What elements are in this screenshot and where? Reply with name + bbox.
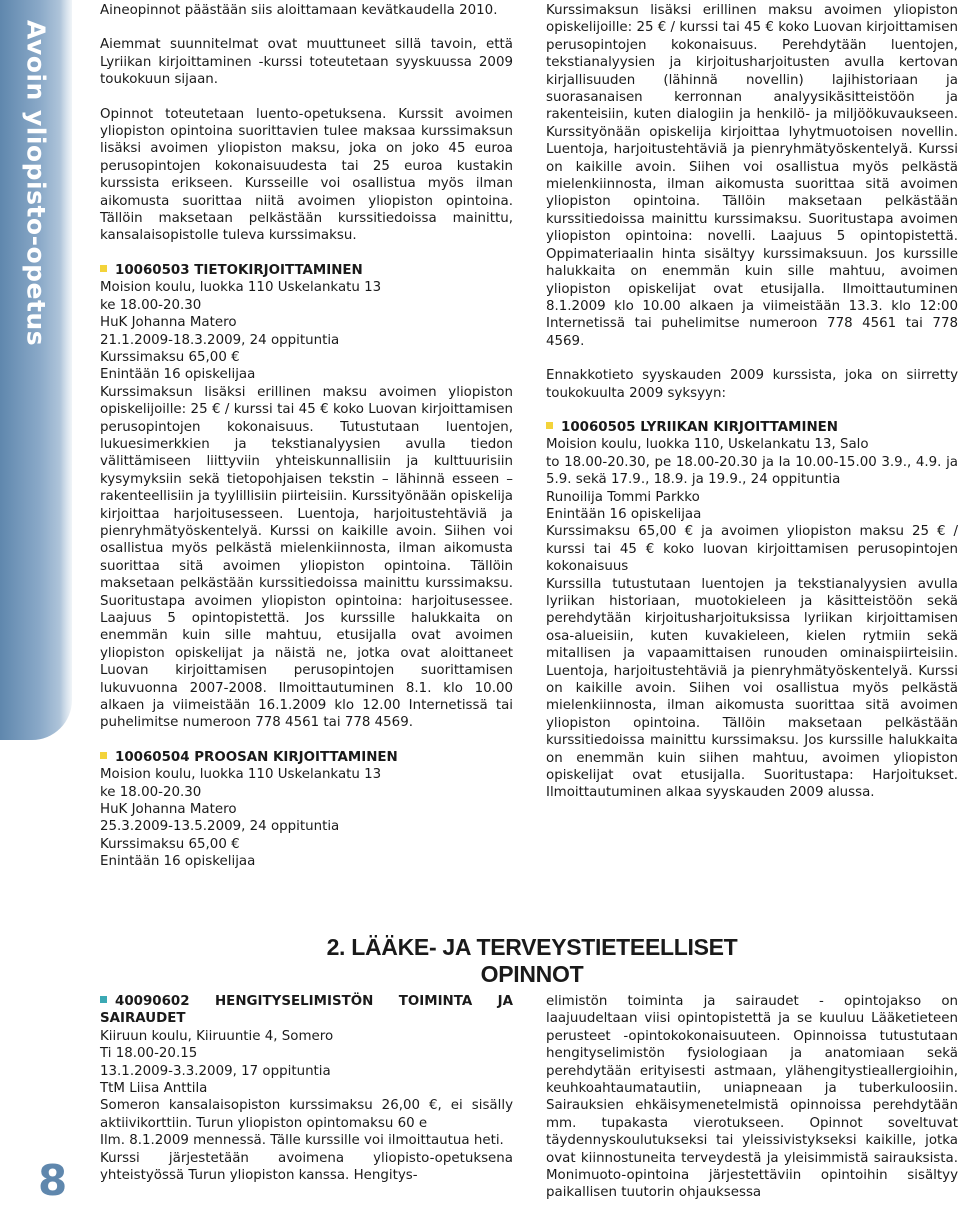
course-description: Kurssilla tutustutaan luentojen ja tekstianalyysien avulla lyriikan historiaan, muotokieleen ja käsitteistöön sekä perehdytään kirjoitusharjoituksissa lyriikan kirjoittamisen osa-alueisiin, kuten kuvakieleen, kielen rytmiin sekä mitallisen ja vapaamittaisen runouden ominaispiirteisiin. Luentoja, harjoitustehtäviä ja pienryhmätyöskentelyä. Kurssi on kaikille avoin. Siihen voi osallistua myös pelkästä mielenkiinnosta, ilman aikomusta suorittaa sitä avoimen yliopiston opintoina. Tällöin maksetaan pelkästään kurssitiedoissa mainittu kurssimaksu. Jos kurssille halukkaita on enemmän kuin siihen mahtuu, avoimen yliopiston opiskelijat ovat etusijalla. Suoritustapa: Harjoitukset. Ilmoittautuminen alkaa syyskauden 2009 alussa.	[546, 576, 958, 801]
side-tab-label: Avoin yliopisto-opetus	[21, 20, 51, 347]
course-teacher: Runoilija Tommi Parkko	[546, 489, 700, 505]
intro-paragraph-3: Opinnot toteutetaan luento-opetuksena. Kurssit avoimen yliopiston opintoina suorittavien tulee maksaa kurssimaksun lisäksi avoimen yliopiston maksu, joka on joko 45 euroa perusopintojen kokonaisuudesta tai 25 euroa kustakin kurssista erikseen. Kursseille voi osallistua myös ilman aikomusta suorittaa niitä avoimen yliopiston opintoina. Tällöin maksetaan pelkästään kurssitiedoissa mainittu, kansalaisopistolle tuleva kurssimaksu.	[100, 106, 513, 244]
course-title-text: 10060503 TIETOKIRJOITTAMINEN	[115, 262, 363, 278]
course-title	[546, 419, 958, 436]
course-location: Moision koulu, luokka 110, Uskelankatu 13, Salo	[546, 437, 869, 453]
course-dates: 13.1.2009-3.3.2009, 17 oppituntia	[100, 1063, 331, 1079]
column-2	[546, 2, 958, 802]
course-fee: Kurssimaksu 65,00 € ja avoimen yliopiston maksu 25 € / kurssi tai 45 € koko luovan kirjoittamisen perusopintojen kokonaisuus	[546, 524, 958, 575]
bullet-icon	[100, 752, 107, 759]
course-time: Ti 18.00-20.15	[100, 1046, 198, 1062]
course-description: Kurssimaksun lisäksi erillinen maksu avoimen yliopiston opiskelijoille: 25 € / kurssi tai 45 € koko Luovan kirjoittamisen perusopintojen kokonaisuus. Tutustutaan luentojen, lukuesimerkkien ja tekstianalyysien avulla tiedon välittämiseen liittyviin yhteiskunnallisiin ja kulttuurisiin kysymyksiin sekä tietopohjaisen tekstin – lähinnä esseen – rakenteellisiin ja tyylillisiin piirteisiin. Kurssityönään opiskelija kirjoittaa harjoitusesseen. Luentoja, harjoitustehtäviä ja pienryhmätyöskentelyä. Kurssi on kaikille avoin. Siihen voi osallistua myös pelkästä mielenkiinnosta, ilman aikomusta suorittaa sitä avoimen yliopiston opintoina. Tällöin maksetaan pelkästään kurssitiedoissa mainittu kurssimaksu. Suoritustapa avoimen yliopiston opintoina: harjoitusessee. Laajuus 5 opintopistettä. Jos kurssille halukkaita on enemmän kuin sille mahtuu, etusijalla ovat avoimen yliopiston opiskelijat ja näistä ne, jotka ovat aloittaneet Luovan kirjoittamisen perusopintojen suorittamisen lukuvuonna 2007-2008. Ilmoittautuminen 8.1. klo 10.00 alkaen ja viimeistään 16.1.2009 klo 12.00 Internetissä tai puhelimitse numeroon 778 4561 tai 778 4569.	[100, 384, 513, 731]
bullet-icon	[100, 265, 107, 272]
course-title	[100, 749, 513, 766]
course-dates: 21.1.2009-18.3.2009, 24 oppituntia	[100, 332, 340, 348]
section-heading: 2. LÄÄKE- JA TERVEYSTIETEELLISET OPINNOT	[326, 934, 738, 987]
course-location: Kiiruun koulu, Kiiruuntie 4, Somero	[100, 1028, 334, 1044]
course-teacher: HuK Johanna Matero	[100, 315, 237, 331]
course-time: ke 18.00-20.30	[100, 784, 202, 800]
course-location: Moision koulu, luokka 110 Uskelankatu 13	[100, 280, 382, 296]
course-description-continued: elimistön toiminta ja sairaudet - opintojakso on laajuudeltaan viisi opintopistettä ja se kuuluu Lääketieteen perusteet -opintokokonaisuuteen. Opinnoissa tutustutaan hengityselimistön fysiologiaan ja anatomiaan sekä perehdytään erityisesti astmaan, ylähengitystieallergioihin, keuhkoahtaumatautiin, uniapneaan ja tuberkuloosiin. Sairauksien ehkäisymenetelmistä opinnoissa perehdytään mm. tupakasta vierotukseen. Opinnot soveltuvat täydennyskoulutukseksi tai yleissivistykseksi kaikille, jotka ovat kiinnostuneita terveydestä ja yleisimmistä sairauksista. Monimuoto-opintoina järjestettäviin opintoihin sisältyy paikallisen tuutorin ohjauksessa	[546, 994, 958, 1201]
course-location: Moision koulu, luokka 110 Uskelankatu 13	[100, 767, 382, 783]
course-fee: Kurssimaksu 65,00 €	[100, 836, 240, 852]
course-description-continued: Kurssimaksun lisäksi erillinen maksu avoimen yliopiston opiskelijoille: 25 € / kurssi tai 45 € koko Luovan kirjoittamisen perusopintojen kokonaisuus. Perehdytään luentojen, tekstianalyysien ja kirjoitusharjoitusten avulla kertovan kirjallisuuden (lähinnä novellin) lajihistoriaan ja suorasanaisen kerronnan analyysikäsitteistöön ja rakenteisiin, kuten dialogiin ja henkilö- ja miljöökuvaukseen. Kurssityönään opiskelija kirjoittaa lyhytmuotoisen novellin. Luentoja, harjoitustehtäviä ja pienryhmätyöskentelyä. Kurssi on kaikille avoin. Siihen voi osallistua myös pelkästä mielenkiinnosta, ilman aikomusta suorittaa sitä avoimen yliopiston opintoina. Tällöin maksetaan pelkästään kurssitiedoissa mainittu kurssimaksu. Suoritustapa avoimen yliopiston opintoina: novelli. Laajuus 5 opintopistettä. Oppimateriaalin hinta sisältyy kurssimaksuun. Jos kurssille halukkaita on enemmän kuin sille mahtuu, avoimen yliopiston opiskelijat ovat etusijalla. Ilmoittautuminen 8.1.2009 klo 10.00 alkaen ja viimeistään 13.3. klo 12:00 Internetissä tai puhelimitse numeroon 778 4561 tai 778 4569.	[546, 3, 958, 349]
section-side-tab	[0, 0, 72, 740]
section2-column-2	[546, 993, 958, 1202]
intro-paragraph-2: Aiemmat suunnitelmat ovat muuttuneet sillä tavoin, että Lyriikan kirjoittaminen -kurssi toteutetaan syyskuussa 2009 toukokuun sijaan.	[100, 37, 513, 88]
course-title-text: 10060505 LYRIIKAN KIRJOITTAMINEN	[561, 419, 839, 435]
course-dates: 25.3.2009-13.5.2009, 24 oppituntia	[100, 819, 340, 835]
course-max-students: Enintään 16 opiskelijaa	[100, 367, 256, 383]
advance-notice: Ennakkotieto syyskauden 2009 kurssista, joka on siirretty toukokuulta 2009 syksyyn:	[546, 368, 958, 401]
course-time: to 18.00-20.30, pe 18.00-20.30 ja la 10.00-15.00 3.9., 4.9. ja 5.9. sekä 17.9., 18.9. ja 19.9., 24 oppituntia	[546, 454, 958, 488]
course-title	[100, 993, 513, 1028]
course-title-text: 40090602 HENGITYSELIMISTÖN TOIMINTA JA SAIRAUDET	[100, 994, 513, 1027]
course-max-students: Enintään 16 opiskelijaa	[546, 506, 702, 522]
course-lyriikan-kirjoittaminen	[546, 419, 958, 802]
course-registration: Ilm. 8.1.2009 mennessä. Tälle kurssille voi ilmoittautua heti.	[100, 1133, 504, 1149]
bullet-icon	[100, 996, 107, 1003]
course-fee: Someron kansalaisopiston kurssimaksu 26,00 €, ei sisälly aktiivikorttiin. Turun yliopiston opintomaksu 60 e	[100, 1098, 513, 1131]
course-proosan-kirjoittaminen	[100, 749, 513, 871]
course-teacher: HuK Johanna Matero	[100, 802, 237, 818]
bullet-icon	[546, 422, 553, 429]
course-fee: Kurssimaksu 65,00 €	[100, 349, 240, 365]
section2-column-1	[100, 993, 513, 1184]
course-tietokirjoittaminen	[100, 262, 513, 732]
column-1	[100, 2, 513, 871]
course-teacher: TtM Liisa Anttila	[100, 1081, 208, 1097]
page-number: 8	[38, 1156, 68, 1205]
course-title-text: 10060504 PROOSAN KIRJOITTAMINEN	[115, 749, 398, 765]
course-description: Kurssi järjestetään avoimena yliopisto-opetuksena yhteistyössä Turun yliopiston kanssa. Hengitys-	[100, 1150, 513, 1184]
intro-paragraph-1: Aineopinnot päästään siis aloittamaan kevätkaudella 2010.	[100, 3, 498, 18]
course-title	[100, 262, 513, 279]
course-max-students: Enintään 16 opiskelijaa	[100, 854, 256, 870]
course-time: ke 18.00-20.30	[100, 297, 202, 313]
